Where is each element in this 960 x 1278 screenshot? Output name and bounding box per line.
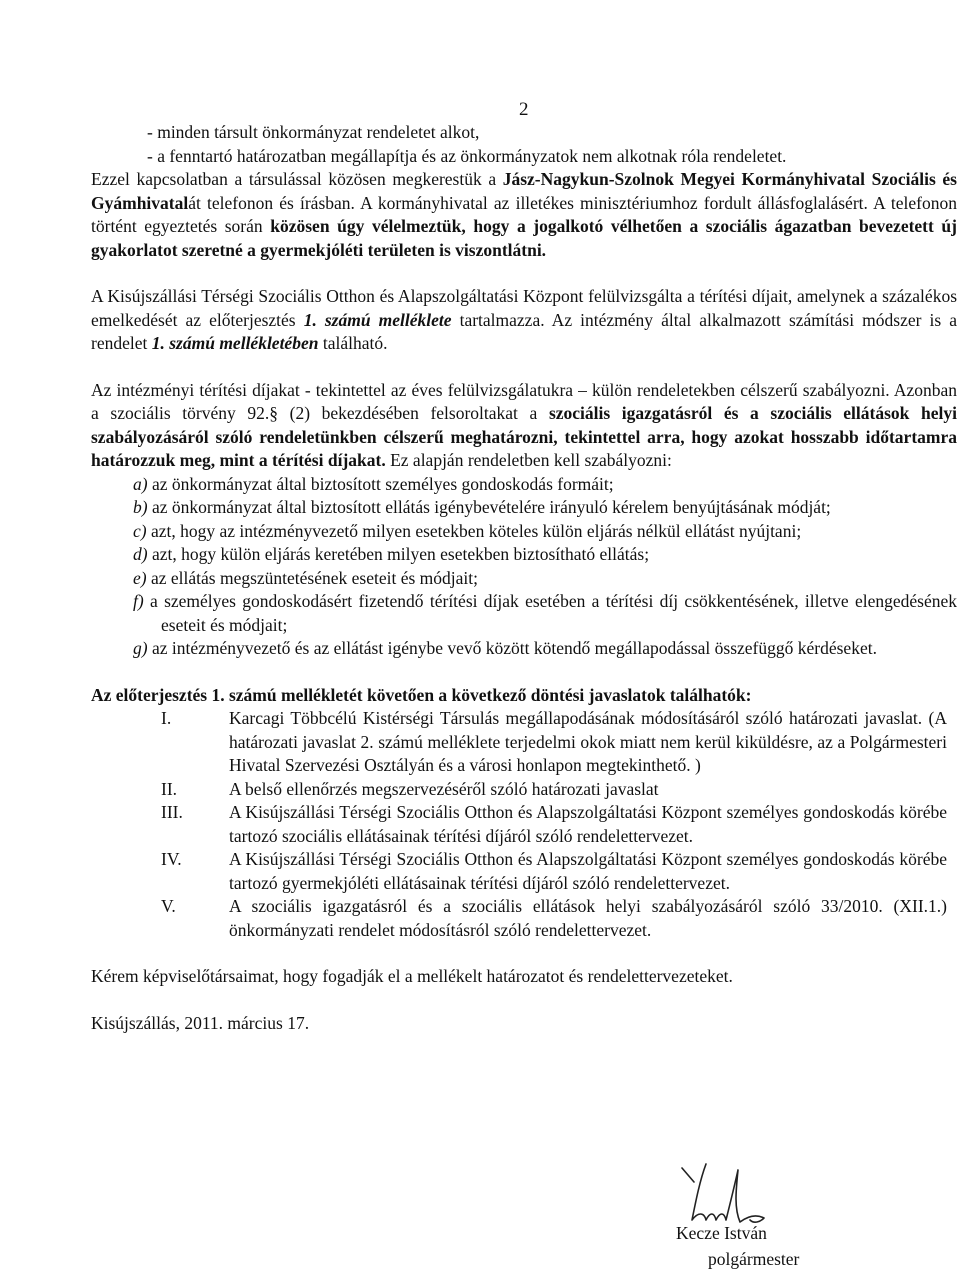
paragraph-fees: A Kisújszállási Térségi Szociális Otthon és Alapszolgáltatási Központ felülvizsgálta a térítési díjait, amelynek a százalékos emelkedését az előterjesztés 1. számú melléklete tartalmazza. Az intézmény által alkalmazott számítási módszer is a rendelet 1. számú mellékletében található. <box>91 286 957 353</box>
closing-request: Kérem képviselőtársaimat, hogy fogadják el a mellékelt határozatot és rendelettervezeteket. <box>91 966 733 986</box>
signature-block <box>640 1160 860 1270</box>
dash-item-1: - minden társult önkormányzat rendeletet alkot, <box>147 122 480 142</box>
list-item: a) az önkormányzat által biztosított személyes gondoskodás formáit; <box>133 473 614 494</box>
regulation-list <box>91 473 957 661</box>
proposals-list <box>91 707 957 942</box>
dash-item-2: - a fenntartó határozatban megállapítja és az önkormányzatok nem alkotnak róla rendeletet. <box>147 145 787 166</box>
list-item: b) az önkormányzat által biztosított ellátás igénybevételére irányuló kérelem benyújtásának módját; <box>133 497 831 517</box>
list-item: g) az intézményvezető és az ellátást igénybe vevő között kötendő megállapodással összefüggő kérdéseket. <box>133 638 877 658</box>
proposal-item: III. A Kisújszállási Térségi Szociális Otthon és Alapszolgáltatási Központ személyes gondoskodás körébe tartozó szociális ellátásainak térítési díjáról szóló rendelettervezet. <box>161 802 947 846</box>
signatory-title: polgármester <box>708 1249 800 1269</box>
proposal-item: V. A szociális igazgatásról és a szociális ellátások helyi szabályozásáról szóló 33/2010. (XII.1.) önkormányzati rendelet módosításról szóló rendelettervezet. <box>161 896 947 940</box>
list-item: d) azt, hogy külön eljárás keretében milyen esetekben biztosítható ellátás; <box>133 544 650 564</box>
list-item: f) a személyes gondoskodásért fizetendő térítési díjak esetében a térítési díj csökkentésének, illetve elengedésének eseteit és módjait; <box>133 591 957 635</box>
list-item: e) az ellátás megszüntetésének eseteit és módjait; <box>133 567 479 588</box>
paragraph-regulation: Az intézményi térítési díjakat - tekintettel az éves felülvizsgálatukra – külön rendeletekben célszerű szabályozni. Azonban a szociális törvény 92.§ (2) bekezdésében felsoroltakat a szociális igazgatásról és a szociális ellátások helyi szabályozásáról szóló rendeletünkben célszerű meghatározni, tekintettel arra, hogy azokat hosszabb időtartamra határozzuk meg, mint a térítési díjakat. Ez alapján rendeletben kell szabályozni: <box>91 379 957 470</box>
signatory-name: Kecze István <box>676 1223 767 1243</box>
page-number: 2 <box>519 99 529 120</box>
list-item: c) azt, hogy az intézményvezető milyen esetekben köteles külön eljárás nélkül ellátást nyújtani; <box>133 520 802 541</box>
document-body <box>91 121 957 1035</box>
place-and-date: Kisújszállás, 2011. március 17. <box>91 1012 310 1033</box>
paragraph-consultation: Ezzel kapcsolatban a társulással közösen megkerestük a Jász-Nagykun-Szolnok Megyei Kormányhivatal Szociális és Gyámhivatalát telefonon és írásban. A kormányhivatal az illetékes minisztériumhoz fordult állásfoglalásért. A telefonon történt egyeztetés során közösen úgy vélelmeztük, hogy a jogalkotó vélhetően a szociális ágazatban bevezetett új gyakorlatot szeretné a gyermekjóléti területen is viszontlátni. <box>91 169 957 260</box>
proposal-item: II. A belső ellenőrzés megszervezéséről szóló határozati javaslat <box>161 778 659 799</box>
proposal-item: IV. A Kisújszállási Térségi Szociális Otthon és Alapszolgáltatási Központ személyes gondoskodás körébe tartozó gyermekjóléti ellátásainak térítési díjáról szóló rendelettervezet. <box>161 849 947 893</box>
proposals-heading: Az előterjesztés 1. számú mellékletét követően a következő döntési javaslatok találhatók: <box>91 684 752 705</box>
proposal-item: I. Karcagi Többcélú Kistérségi Társulás megállapodásának módosításáról szóló határozati javaslat. (A határozati javaslat 2. számú melléklete terjedelmi okok miatt nem kerül kiküldésre, az a Polgármesteri Hivatal Szervezési Osztályán és a városi honlapon megtekinthető. ) <box>161 708 947 775</box>
